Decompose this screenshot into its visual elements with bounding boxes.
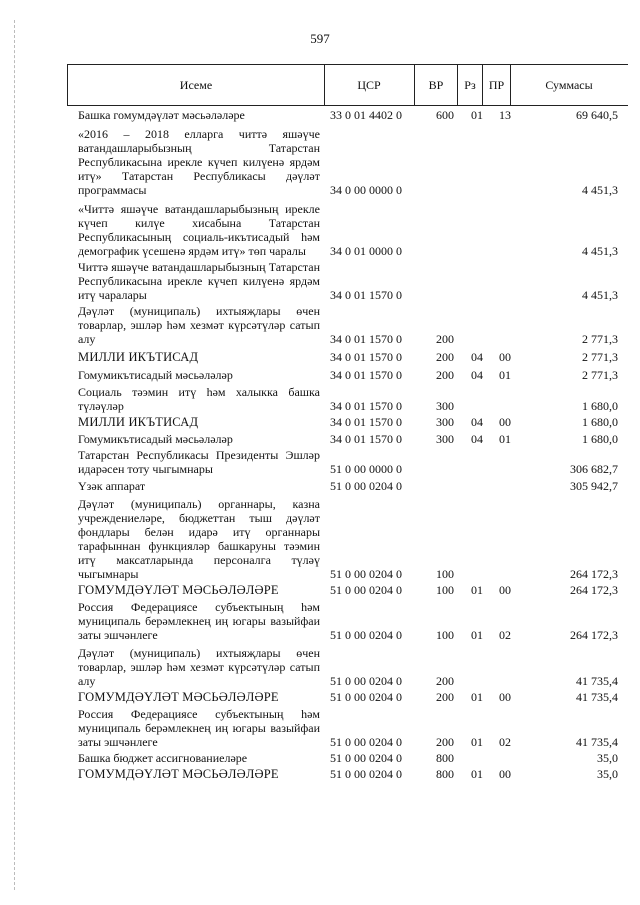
cell-pr (490, 258, 520, 259)
cell-rz: 01 (471, 690, 483, 704)
cell-pr: 01 (499, 368, 511, 382)
cell-sum: 1 680,0 (582, 432, 618, 446)
cell-rz: 04 (471, 368, 483, 382)
cell-csr: 34 0 01 1570 0 (330, 415, 402, 429)
table-body (78, 108, 628, 782)
cell-rz (464, 258, 490, 259)
cell-pr: 00 (499, 767, 511, 781)
header-name: Исеме (67, 65, 325, 105)
cell-vr: 800 (436, 751, 454, 765)
cell-sum: 35,0 (597, 767, 618, 781)
cell-vr: 200 (436, 674, 454, 688)
cell-rz: 01 (471, 735, 483, 749)
cell-sum: 264 172,3 (570, 583, 618, 597)
cell-vr (426, 258, 464, 259)
cell-pr (490, 765, 520, 766)
cell-name: Россия Федерациясе субъектының һәм муниципаль берәмлекнең иң югары вазыйфаи заты эшчәнлеге (78, 707, 320, 749)
cell-csr: 33 0 01 4402 0 (330, 108, 402, 122)
cell-rz: 04 (471, 415, 483, 429)
header-rz: Рз (458, 65, 483, 105)
table-row (78, 350, 628, 365)
cell-vr (426, 197, 464, 198)
cell-vr: 200 (436, 690, 454, 704)
cell-name: Дәүләт (муниципаль) ихтыяҗлары өчен товарлар, эшләр һәм хезмәт күрсәтүләр сатып алу (78, 646, 320, 688)
cell-pr: 13 (499, 108, 511, 122)
table-row (78, 108, 628, 123)
cell-vr: 100 (436, 583, 454, 597)
cell-rz (464, 765, 490, 766)
cell-rz (464, 581, 490, 582)
cell-csr: 34 0 01 1570 0 (330, 368, 402, 382)
cell-sum: 41 735,4 (576, 735, 618, 749)
cell-sum: 2 771,3 (582, 350, 618, 364)
cell-sum: 4 451,3 (582, 183, 618, 197)
table-row (78, 479, 628, 494)
header-sum: Суммасы (545, 78, 593, 92)
cell-sum: 41 735,4 (576, 674, 618, 688)
cell-name: Башка гомумдәүләт мәсьәләләре (78, 108, 245, 122)
cell-csr: 51 0 00 0204 0 (330, 690, 402, 704)
cell-rz (464, 197, 490, 198)
table-row (78, 127, 628, 198)
cell-vr (426, 476, 464, 477)
cell-rz: 01 (471, 767, 483, 781)
cell-pr (490, 413, 520, 414)
cell-sum: 4 451,3 (582, 288, 618, 302)
cell-pr: 00 (499, 690, 511, 704)
cell-name: ГОМУМДӘҮЛӘТ МӘСЬӘЛӘЛӘРЕ (78, 767, 279, 781)
cell-vr: 800 (436, 767, 454, 781)
cell-vr: 100 (436, 628, 454, 642)
cell-sum: 69 640,5 (576, 108, 618, 122)
cell-sum: 2 771,3 (582, 332, 618, 346)
cell-sum: 264 172,3 (570, 567, 618, 581)
cell-csr: 51 0 00 0204 0 (330, 751, 402, 765)
cell-pr (490, 688, 520, 689)
cell-sum: 305 942,7 (570, 479, 618, 493)
cell-name: «Читтә яшәүче ватандашларыбызның ирекле күчеп килүе хисабына Татарстан Республикасының социаль-икътисадый һәм демографик үсешенә ярдәм итү» төп чаралы (78, 202, 320, 258)
cell-csr: 34 0 01 1570 0 (330, 332, 402, 346)
cell-name: Татарстан Республикасы Президенты Эшләр идарәсен тоту чыгымнары (78, 448, 320, 476)
cell-rz (464, 413, 490, 414)
cell-pr (490, 302, 520, 303)
cell-rz (464, 493, 490, 494)
cell-rz (464, 476, 490, 477)
header-pr: ПР (483, 65, 511, 105)
cell-csr: 51 0 00 0204 0 (330, 735, 402, 749)
table-row (78, 260, 628, 303)
cell-csr: 34 0 01 1570 0 (330, 432, 402, 446)
table-row (78, 707, 628, 750)
table-row (78, 415, 628, 430)
cell-sum: 2 771,3 (582, 368, 618, 382)
table-row (78, 767, 628, 782)
table-row (78, 751, 628, 766)
cell-name: ГОМУМДӘҮЛӘТ МӘСЬӘЛӘЛӘРЕ (78, 583, 279, 597)
table-row (78, 690, 628, 705)
cell-name: Дәүләт (муниципаль) органнары, казна учреждениеләре, бюджеттан тыш дәүләт фондлары белән идарә итү органнары тарафыннан функцияләр башкаруны тәэмин итү максатларында персоналга түләү чыгымнары (78, 497, 320, 581)
cell-pr: 02 (499, 628, 511, 642)
cell-pr: 02 (499, 735, 511, 749)
cell-vr: 200 (436, 332, 454, 346)
cell-vr: 600 (436, 108, 454, 122)
cell-pr (490, 346, 520, 347)
cell-csr: 34 0 01 1570 0 (330, 288, 402, 302)
cell-pr (490, 476, 520, 477)
cell-vr: 200 (436, 735, 454, 749)
table-row (78, 448, 628, 477)
cell-csr: 51 0 00 0204 0 (330, 583, 402, 597)
cell-rz (464, 688, 490, 689)
cell-rz: 04 (471, 432, 483, 446)
table-row (78, 583, 628, 598)
cell-name: Читтә яшәүче ватандашларыбызның Татарстан Республикасына ирекле күчеп килүенә ярдәм итү чаралары (78, 260, 320, 302)
cell-sum: 41 735,4 (576, 690, 618, 704)
cell-csr: 51 0 00 0204 0 (330, 767, 402, 781)
cell-sum: 4 451,3 (582, 244, 618, 258)
cell-pr: 00 (499, 350, 511, 364)
cell-name: Башка бюджет ассигнованиеләре (78, 751, 248, 765)
cell-sum: 1 680,0 (582, 415, 618, 429)
cell-vr: 200 (436, 368, 454, 382)
table-row (78, 646, 628, 689)
cell-rz (464, 302, 490, 303)
cell-rz: 04 (471, 350, 483, 364)
cell-pr: 00 (499, 415, 511, 429)
cell-name: Социаль тәэмин итү һәм халыкка башка түләүләр (78, 385, 320, 413)
cell-vr: 300 (436, 432, 454, 446)
table-row (78, 202, 628, 259)
cell-csr: 51 0 00 0204 0 (330, 567, 402, 581)
table-row (78, 385, 628, 414)
cell-rz (464, 346, 490, 347)
margin-rule (14, 20, 15, 890)
cell-csr: 34 0 01 1570 0 (330, 350, 402, 364)
cell-pr (490, 197, 520, 198)
cell-csr: 51 0 00 0204 0 (330, 674, 402, 688)
page-number: 597 (310, 31, 330, 46)
table-row (78, 497, 628, 582)
cell-sum: 1 680,0 (582, 399, 618, 413)
cell-name: МИЛЛИ ИКЪТИСАД (78, 350, 199, 364)
cell-vr: 200 (436, 350, 454, 364)
cell-name: Гомумикътисадый мәсьәләләр (78, 368, 233, 382)
cell-vr (426, 493, 464, 494)
header-csr: ЦСР (324, 65, 415, 105)
cell-name: Үзәк аппарат (78, 479, 146, 493)
cell-sum: 35,0 (597, 751, 618, 765)
cell-sum: 264 172,3 (570, 628, 618, 642)
cell-rz: 01 (471, 628, 483, 642)
cell-name: Дәүләт (муниципаль) ихтыяҗлары өчен товарлар, эшләр һәм хезмәт күрсәтүләр сатып алу (78, 304, 320, 346)
cell-vr: 300 (436, 415, 454, 429)
cell-vr: 300 (436, 399, 454, 413)
cell-pr (490, 493, 520, 494)
table-row (78, 304, 628, 347)
cell-pr: 01 (499, 432, 511, 446)
cell-csr: 51 0 00 0204 0 (330, 628, 402, 642)
cell-rz: 01 (471, 583, 483, 597)
cell-name: МИЛЛИ ИКЪТИСАД (78, 415, 199, 429)
cell-pr (490, 581, 520, 582)
cell-vr: 100 (436, 567, 454, 581)
table-row (78, 368, 628, 383)
cell-name: Россия Федерациясе субъектының һәм муниципаль берәмлекнең иң югары вазыйфаи заты эшчәнлеге (78, 600, 320, 642)
cell-rz: 01 (471, 108, 483, 122)
header-vr: ВР (415, 65, 458, 105)
cell-name: Гомумикътисадый мәсьәләләр (78, 432, 233, 446)
cell-name: «2016 – 2018 елларга читтә яшәүче ватандашларыбызның Татарстан Республикасына ирекле күчеп килүенә ярдәм итү» Татарстан Республикасы дәүләт программасы (78, 127, 320, 197)
cell-sum: 306 682,7 (570, 462, 618, 476)
cell-pr: 00 (499, 583, 511, 597)
cell-vr (426, 302, 464, 303)
cell-csr: 51 0 00 0204 0 (330, 479, 402, 493)
table-row (78, 600, 628, 643)
cell-csr: 34 0 01 1570 0 (330, 399, 402, 413)
cell-csr: 51 0 00 0000 0 (330, 462, 402, 476)
cell-name: ГОМУМДӘҮЛӘТ МӘСЬӘЛӘЛӘРЕ (78, 690, 279, 704)
cell-csr: 34 0 00 0000 0 (330, 183, 402, 197)
cell-csr: 34 0 01 0000 0 (330, 244, 402, 258)
table-header (67, 64, 628, 106)
table-row (78, 432, 628, 447)
